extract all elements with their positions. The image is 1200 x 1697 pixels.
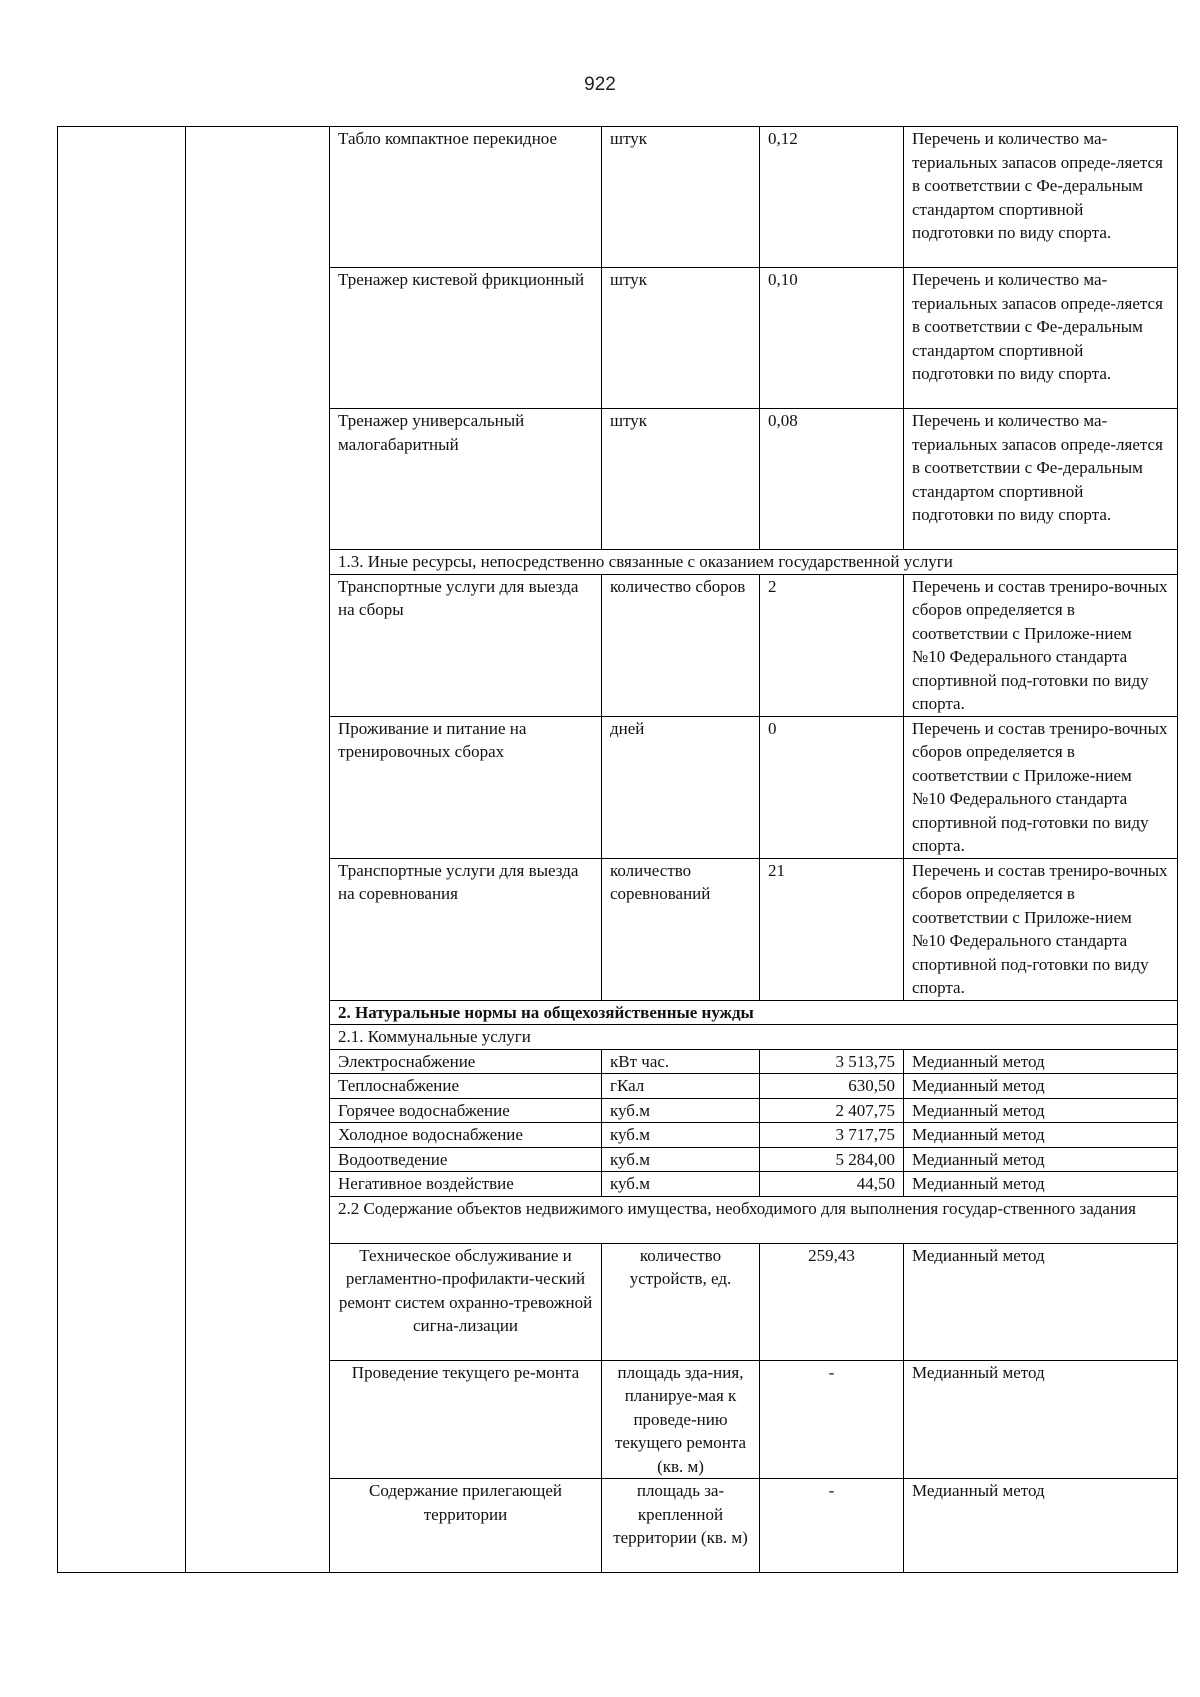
resource-name: Водоотведение	[330, 1147, 602, 1172]
resource-note: Медианный метод	[904, 1360, 1178, 1479]
resource-unit: куб.м	[602, 1147, 760, 1172]
resource-value: 2 407,75	[760, 1098, 904, 1123]
resource-name: Проживание и питание на тренировочных сборах	[330, 716, 602, 858]
resource-note: Медианный метод	[904, 1243, 1178, 1360]
section-heading: 2.2 Содержание объектов недвижимого имущества, необходимого для выполнения государ-ственного задания	[330, 1196, 1178, 1243]
resource-value: 5 284,00	[760, 1147, 904, 1172]
resource-name: Электроснабжение	[330, 1049, 602, 1074]
resource-value: 0	[760, 716, 904, 858]
resource-note: Медианный метод	[904, 1049, 1178, 1074]
resource-note: Перечень и состав трениро-вочных сборов определяется в соответствии с Приложе-нием №10 Федерального стандарта спортивной под-готовки по виду спорта.	[904, 858, 1178, 1000]
table-row	[58, 127, 1178, 268]
resource-name: Тренажер универсальный малогабаритный	[330, 409, 602, 550]
resource-unit: куб.м	[602, 1123, 760, 1148]
resource-unit: площадь за-крепленной территории (кв. м)	[602, 1479, 760, 1573]
norms-table	[57, 126, 1178, 1573]
resource-value: 44,50	[760, 1172, 904, 1197]
resource-value: 2	[760, 574, 904, 716]
resource-note: Медианный метод	[904, 1098, 1178, 1123]
second-blank-column	[186, 127, 330, 1573]
resource-unit: количество устройств, ед.	[602, 1243, 760, 1360]
resource-unit: количество соревнований	[602, 858, 760, 1000]
left-blank-column	[58, 127, 186, 1573]
resource-note: Медианный метод	[904, 1123, 1178, 1148]
resource-note: Медианный метод	[904, 1479, 1178, 1573]
resource-unit: гКал	[602, 1074, 760, 1099]
resource-note: Перечень и состав трениро-вочных сборов определяется в соответствии с Приложе-нием №10 Федерального стандарта спортивной под-готовки по виду спорта.	[904, 574, 1178, 716]
resource-name: Табло компактное перекидное	[330, 127, 602, 268]
resource-name: Транспортные услуги для выезда на соревнования	[330, 858, 602, 1000]
resource-note: Перечень и состав трениро-вочных сборов определяется в соответствии с Приложе-нием №10 Федерального стандарта спортивной под-готовки по виду спорта.	[904, 716, 1178, 858]
section-heading: 1.3. Иные ресурсы, непосредственно связанные с оказанием государственной услуги	[330, 550, 1178, 575]
resource-value: 3 717,75	[760, 1123, 904, 1148]
resource-name: Проведение текущего ре-монта	[330, 1360, 602, 1479]
resource-unit: штук	[602, 127, 760, 268]
resource-name: Теплоснабжение	[330, 1074, 602, 1099]
resource-note: Перечень и количество ма-териальных запасов опреде-ляется в соответствии с Фе-деральным стандартом спортивной подготовки по виду спорта.	[904, 409, 1178, 550]
resource-name: Содержание прилегающей территории	[330, 1479, 602, 1573]
resource-value: 21	[760, 858, 904, 1000]
resource-value: -	[760, 1360, 904, 1479]
resource-unit: дней	[602, 716, 760, 858]
resource-unit: площадь зда-ния, планируе-мая к проведе-нию текущего ремонта (кв. м)	[602, 1360, 760, 1479]
page-number: 922	[584, 74, 616, 95]
resource-unit: куб.м	[602, 1172, 760, 1197]
section-heading: 2.1. Коммунальные услуги	[330, 1025, 1178, 1050]
resource-unit: штук	[602, 268, 760, 409]
resource-value: 630,50	[760, 1074, 904, 1099]
resource-note: Перечень и количество ма-териальных запасов опреде-ляется в соответствии с Фе-деральным стандартом спортивной подготовки по виду спорта.	[904, 268, 1178, 409]
resource-value: 0,08	[760, 409, 904, 550]
resource-unit: кВт час.	[602, 1049, 760, 1074]
resource-unit: количество сборов	[602, 574, 760, 716]
resource-note: Медианный метод	[904, 1074, 1178, 1099]
resource-name: Горячее водоснабжение	[330, 1098, 602, 1123]
resource-value: 259,43	[760, 1243, 904, 1360]
resource-value: 0,10	[760, 268, 904, 409]
resource-name: Холодное водоснабжение	[330, 1123, 602, 1148]
resource-note: Медианный метод	[904, 1147, 1178, 1172]
resource-value: -	[760, 1479, 904, 1573]
resource-value: 0,12	[760, 127, 904, 268]
resource-name: Тренажер кистевой фрикционный	[330, 268, 602, 409]
resource-name: Транспортные услуги для выезда на сборы	[330, 574, 602, 716]
section-heading: 2. Натуральные нормы на общехозяйственные нужды	[330, 1000, 1178, 1025]
resource-name: Техническое обслуживание и регламентно-профилакти-ческий ремонт систем охранно-тревожной сигна-лизации	[330, 1243, 602, 1360]
resource-name: Негативное воздействие	[330, 1172, 602, 1197]
resource-unit: штук	[602, 409, 760, 550]
resource-unit: куб.м	[602, 1098, 760, 1123]
resource-value: 3 513,75	[760, 1049, 904, 1074]
resource-note: Медианный метод	[904, 1172, 1178, 1197]
resource-note: Перечень и количество ма-териальных запасов опреде-ляется в соответствии с Фе-деральным стандартом спортивной подготовки по виду спорта.	[904, 127, 1178, 268]
